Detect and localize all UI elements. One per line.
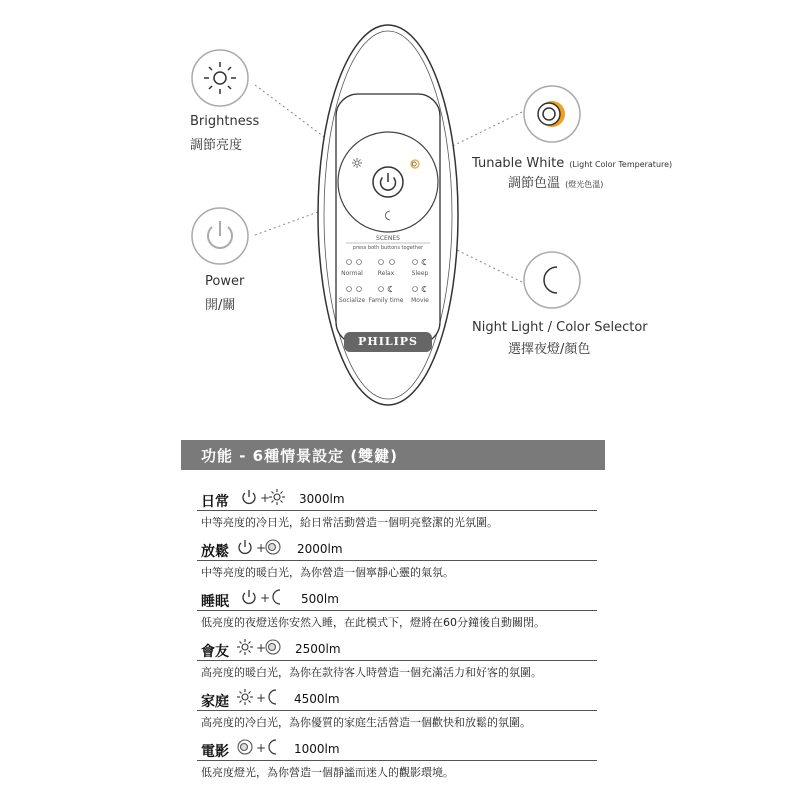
scene-name: 電影 <box>201 744 229 760</box>
remote-scene-relax[interactable]: Relax <box>377 270 395 277</box>
scene-name: 日常 <box>201 494 229 510</box>
sun-icon <box>269 489 285 505</box>
power-title: Power <box>205 274 245 289</box>
tunable-subtitle: (Light Color Temperature) <box>569 160 673 169</box>
scene-description: 中等亮度的冷日光，給日常活動營造一個明亮整潔的光氛圍。 <box>201 516 498 529</box>
power-zh: 開/關 <box>205 298 236 313</box>
remote-scene-sleep[interactable]: Sleep <box>411 270 429 277</box>
remote-scene-socialize[interactable]: Socialize <box>338 297 366 304</box>
svg-text:+: + <box>256 541 267 555</box>
tunable-white-icon <box>538 101 565 127</box>
scene-row <box>197 538 597 579</box>
scene-divider <box>197 710 597 711</box>
scene-combo-icons <box>237 538 293 558</box>
svg-text:+: + <box>256 641 267 655</box>
sun-icon <box>237 639 253 655</box>
moon-icon <box>269 690 276 704</box>
remote-scene-movie[interactable]: Movie <box>411 297 429 304</box>
scene-divider <box>197 510 597 511</box>
tunable-icon-circle <box>522 84 582 144</box>
scene-lumen: 3000lm <box>299 492 345 506</box>
scene-name: 家庭 <box>201 694 229 710</box>
scene-combo-icons <box>237 688 293 708</box>
tunable-icon <box>238 740 252 754</box>
remote-scenes-title: SCENES <box>376 235 400 242</box>
remote-scene-normal[interactable]: Normal <box>341 270 363 277</box>
scene-divider <box>197 760 597 761</box>
scene-description: 中等亮度的暖白光，為你營造一個寧靜心靈的氣氛。 <box>201 566 454 579</box>
scene-divider <box>197 560 597 561</box>
scene-row <box>197 638 597 679</box>
remote-brand: PHILIPS <box>358 335 418 348</box>
remote-scene-family[interactable]: Family time <box>368 297 404 304</box>
power-icon <box>243 590 255 603</box>
brightness-zh: 調節亮度 <box>190 138 243 153</box>
scene-description: 低亮度的夜燈送你安然入睡，在此模式下，燈將在60分鐘後自動關閉。 <box>201 616 545 629</box>
tunable-icon <box>266 540 280 554</box>
tunable-icon <box>266 640 280 654</box>
scene-lumen: 4500lm <box>294 692 340 706</box>
scene-lumen: 500lm <box>301 592 339 606</box>
scene-name: 會友 <box>201 644 229 660</box>
scene-description: 高亮度的冷白光，為你優質的家庭生活營造一個歡快和放鬆的氛圍。 <box>201 716 531 729</box>
svg-text:+: + <box>260 591 271 605</box>
tunable-zh: 調節色溫 <box>508 176 561 191</box>
scene-divider <box>197 610 597 611</box>
tunable-zh-row <box>508 172 603 191</box>
scene-divider <box>197 660 597 661</box>
brightness-icon-circle <box>190 48 250 108</box>
power-icon-circle <box>190 206 250 266</box>
tunable-zh-sub: (燈光色溫) <box>565 180 604 189</box>
scene-lumen: 2000lm <box>297 542 343 556</box>
power-icon <box>243 490 255 503</box>
section-title: 功能 - 6種情景設定 (雙鍵) <box>201 447 399 465</box>
svg-text:+: + <box>260 491 271 505</box>
scene-combo-icons <box>237 738 293 758</box>
section-header <box>181 440 605 470</box>
sun-icon <box>237 689 253 705</box>
scene-description: 低亮度燈光，為你營造一個靜謐而迷人的觀影環境。 <box>201 766 454 779</box>
scene-combo-icons <box>241 588 297 608</box>
brightness-title: Brightness <box>190 114 260 129</box>
remote-scenes-subtitle: press both buttons together <box>352 245 424 251</box>
scene-lumen: 1000lm <box>294 742 340 756</box>
scene-combo-icons <box>237 638 293 658</box>
tunable-title: Tunable White <box>472 156 565 171</box>
power-icon <box>239 540 251 553</box>
tunable-title-row <box>472 152 672 171</box>
scene-name: 放鬆 <box>201 544 229 560</box>
scene-row <box>197 588 597 629</box>
scene-name: 睡眠 <box>201 594 229 610</box>
moon-icon-circle <box>522 250 582 310</box>
scene-combo-icons <box>241 488 297 508</box>
moon-icon <box>273 590 280 604</box>
svg-text:+: + <box>256 691 267 705</box>
moon-icon <box>269 740 276 754</box>
scene-row <box>197 738 597 779</box>
night-light-title: Night Light / Color Selector <box>472 320 648 335</box>
night-light-zh: 選擇夜燈/顏色 <box>508 342 591 357</box>
scene-description: 高亮度的暖白光，為你在款待客人時營造一個充滿活力和好客的氛圍。 <box>201 666 542 679</box>
svg-text:+: + <box>256 741 267 755</box>
scene-row <box>197 688 597 729</box>
scene-lumen: 2500lm <box>295 642 341 656</box>
scene-row <box>197 488 597 529</box>
